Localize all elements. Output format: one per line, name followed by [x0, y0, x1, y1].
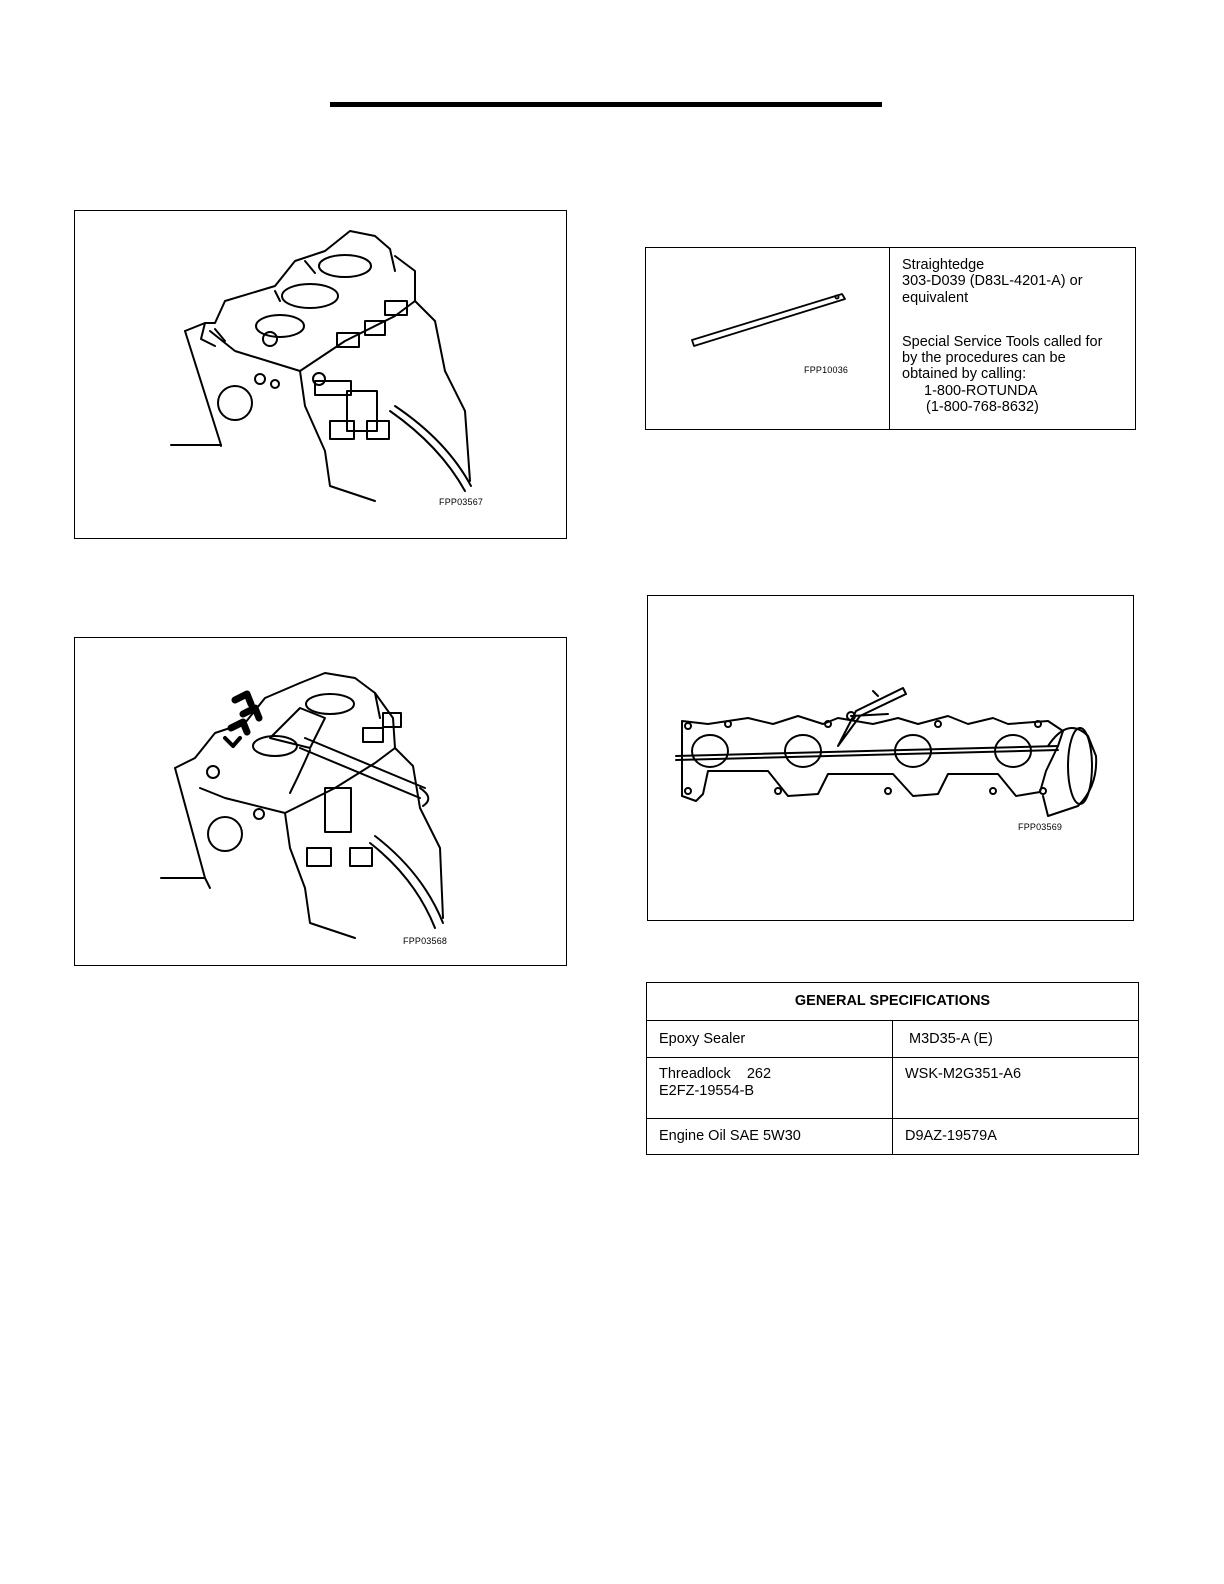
spec-item: Engine Oil SAE 5W30 — [647, 1119, 893, 1155]
header-rule — [330, 102, 882, 107]
phone-name: 1-800-ROTUNDA — [924, 382, 1038, 399]
special-tool-table — [645, 247, 1136, 430]
figure-label: FPP03569 — [1018, 822, 1063, 832]
table-row — [647, 1119, 1139, 1155]
figure-exhaust-manifold-installed — [74, 210, 567, 539]
spec-item: Epoxy Sealer — [647, 1021, 893, 1058]
spec-table-header: GENERAL SPECIFICATIONS — [647, 983, 1139, 1021]
figure-label: FPP10036 — [804, 365, 849, 375]
tool-equivalent: equivalent — [902, 289, 969, 306]
tool-description-cell — [890, 248, 1136, 430]
tool-note: Special Service Tools called for — [902, 333, 1103, 350]
spec-item-line: E2FZ-19554-B — [659, 1082, 755, 1099]
straightedge-icon — [646, 248, 889, 428]
phone-number: (1-800-768-8632) — [926, 399, 1039, 416]
spec-value: D9AZ-19579A — [893, 1119, 1139, 1155]
figure-loosen-nuts — [74, 637, 567, 966]
table-row — [647, 1021, 1139, 1058]
spec-value: WSK-M2G351-A6 — [893, 1058, 1139, 1119]
figure-manifold-flatness-check — [647, 595, 1134, 921]
figure-label: FPP03568 — [403, 936, 448, 946]
spec-item — [647, 1058, 893, 1119]
figure-label: FPP03567 — [439, 497, 484, 507]
manifold-straightedge-illustration — [648, 596, 1135, 922]
tool-note: by the procedures can be — [902, 350, 1066, 367]
engine-illustration — [75, 211, 568, 540]
tool-name: Straightedge — [902, 257, 985, 273]
table-row — [647, 1058, 1139, 1119]
tool-image-cell — [646, 248, 890, 430]
tool-note: obtained by calling: — [902, 366, 1027, 383]
engine-wrench-illustration — [75, 638, 568, 967]
general-specifications-table — [646, 982, 1139, 1155]
spec-value: M3D35-A (E) — [893, 1021, 1139, 1058]
tool-number: 303-D039 (D83L-4201-A) or — [902, 273, 1083, 290]
spec-item-line: Threadlock 262 — [659, 1066, 772, 1082]
